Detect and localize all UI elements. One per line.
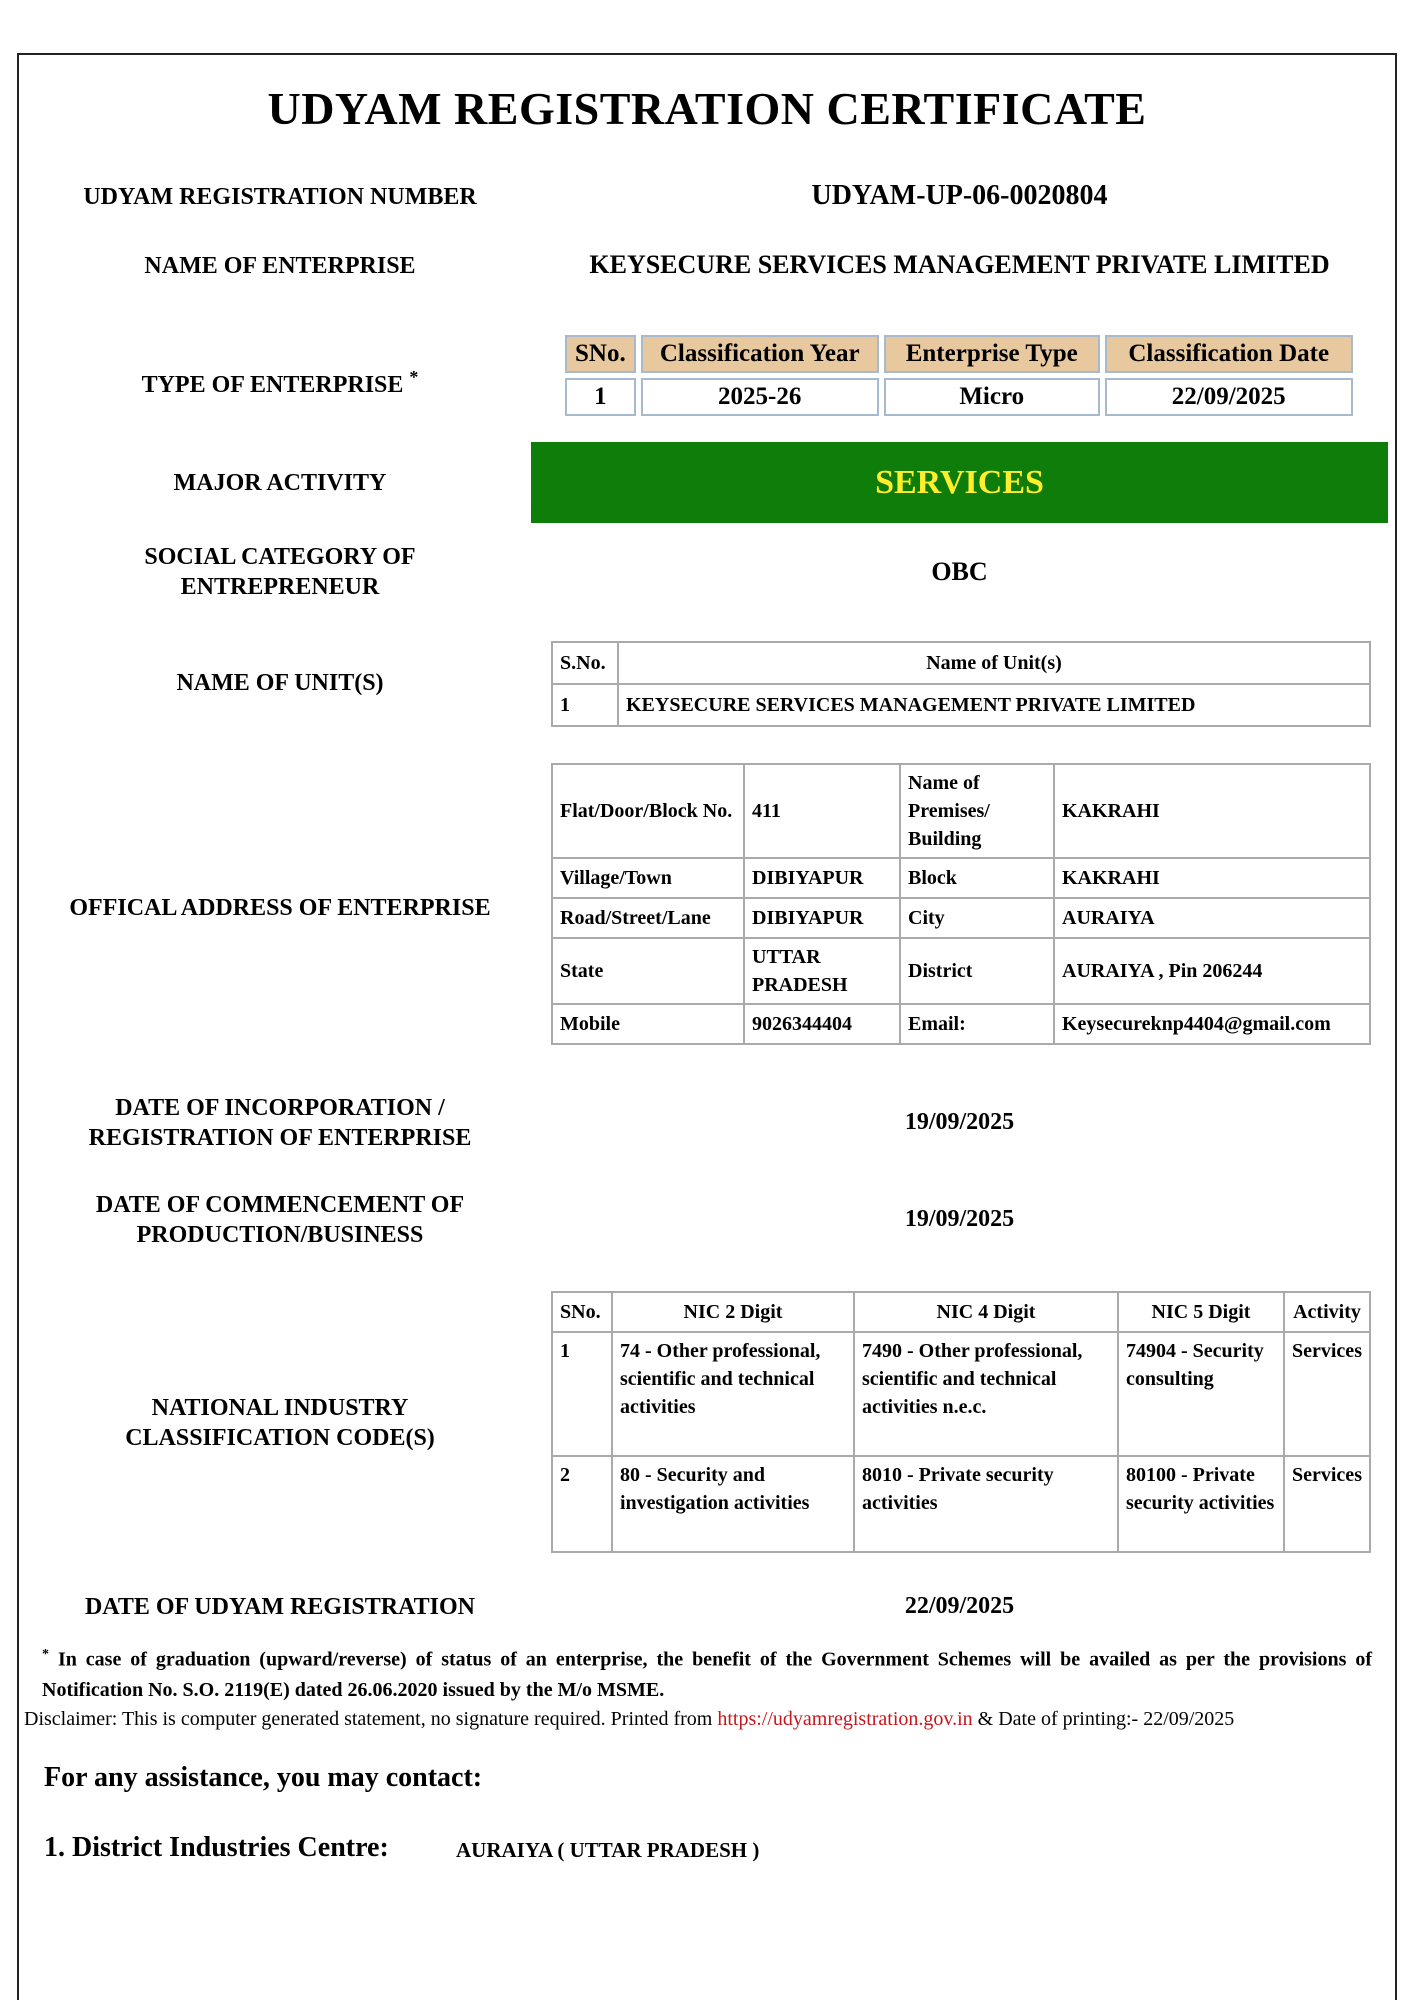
units-row (552, 684, 1370, 726)
nic-cell-4digit: 7490 - Other professional, scientific and technical activities n.e.c. (854, 1332, 1118, 1456)
nic-cell-sno: 1 (552, 1332, 612, 1456)
cell-sno: 1 (565, 378, 636, 416)
city-label: City (900, 898, 1054, 938)
village-label: Village/Town (552, 858, 744, 898)
udyam-portal-link[interactable]: https://udyamregistration.gov.in (717, 1708, 973, 1730)
classification-header-row (565, 335, 1353, 373)
dic-label: 1. District Industries Centre: (44, 1832, 389, 1863)
village-value: DIBIYAPUR (744, 858, 900, 898)
nic-col-4digit: NIC 4 Digit (854, 1292, 1118, 1332)
commencement-label-line1: DATE OF COMMENCEMENT OF (95, 1192, 465, 1218)
nic-col-activity: Activity (1284, 1292, 1370, 1332)
state-label: State (552, 938, 744, 1004)
units-label: NAME OF UNIT(S) (176, 670, 384, 696)
social-category-label-line1: SOCIAL CATEGORY OF (144, 544, 416, 570)
district-label: District (900, 938, 1054, 1004)
classification-row (565, 378, 1353, 416)
reg-number-value: UDYAM-UP-06-0020804 (811, 180, 1108, 211)
nic-header-row (552, 1292, 1370, 1332)
nic-cell-2digit: 80 - Security and investigation activities (612, 1456, 854, 1552)
mobile-label: Mobile (552, 1004, 744, 1044)
block-label: Block (900, 858, 1054, 898)
units-header-row (552, 642, 1370, 684)
premises-label: Name of Premises/ Building (900, 764, 1054, 858)
units-cell-name: KEYSECURE SERVICES MANAGEMENT PRIVATE LIMITED (618, 684, 1370, 726)
email-value: Keysecureknp4404@gmail.com (1054, 1004, 1370, 1044)
nic-cell-4digit: 8010 - Private security activities (854, 1456, 1118, 1552)
reg-number-label: UDYAM REGISTRATION NUMBER (83, 184, 477, 210)
col-enterprise-type: Enterprise Type (884, 335, 1100, 373)
nic-cell-sno: 2 (552, 1456, 612, 1552)
enterprise-name-value: KEYSECURE SERVICES MANAGEMENT PRIVATE LIMITED (589, 250, 1330, 279)
nic-col-5digit: NIC 5 Digit (1118, 1292, 1284, 1332)
nic-cell-5digit: 80100 - Private security activities (1118, 1456, 1284, 1552)
state-value: UTTAR PRADESH (744, 938, 900, 1004)
commencement-label (40, 1190, 520, 1250)
nic-col-sno: SNo. (552, 1292, 612, 1332)
certificate-title: UDYAM REGISTRATION CERTIFICATE (267, 83, 1147, 134)
assistance-heading: For any assistance, you may contact: (44, 1762, 483, 1793)
footnote-mark: * (42, 1647, 49, 1662)
major-activity-band (531, 442, 1388, 523)
incorporation-label (40, 1093, 520, 1153)
disclaimer-suffix: & Date of printing:- 22/09/2025 (972, 1708, 1235, 1730)
road-value: DIBIYAPUR (744, 898, 900, 938)
nic-label-line1: NATIONAL INDUSTRY (151, 1395, 409, 1421)
units-col-sno: S.No. (552, 642, 618, 684)
nic-cell-activity: Services (1284, 1332, 1370, 1456)
nic-row (552, 1332, 1370, 1456)
major-activity-value: SERVICES (875, 463, 1044, 501)
nic-cell-5digit: 74904 - Security consulting (1118, 1332, 1284, 1456)
type-label (60, 362, 500, 400)
mobile-value: 9026344404 (744, 1004, 900, 1044)
units-col-name: Name of Unit(s) (618, 642, 1370, 684)
classification-table (560, 330, 1358, 421)
incorporation-label-line1: DATE OF INCORPORATION / (115, 1095, 445, 1121)
col-sno: SNo. (565, 335, 636, 373)
footnote (42, 1640, 1372, 1705)
nic-label (40, 1393, 520, 1453)
city-value: AURAIYA (1054, 898, 1370, 938)
col-classification-year: Classification Year (641, 335, 879, 373)
type-label-text: TYPE OF ENTERPRISE (141, 372, 404, 398)
units-table (551, 641, 1371, 727)
nic-label-line2: CLASSIFICATION CODE(S) (125, 1425, 435, 1451)
commencement-date: 19/09/2025 (904, 1206, 1015, 1232)
udyam-date-label: DATE OF UDYAM REGISTRATION (84, 1594, 476, 1620)
cell-enterprise-type: Micro (884, 378, 1100, 416)
col-classification-date: Classification Date (1105, 335, 1353, 373)
address-row-2 (552, 858, 1370, 898)
address-label: OFFICAL ADDRESS OF ENTERPRISE (69, 895, 491, 921)
email-label: Email: (900, 1004, 1054, 1044)
commencement-label-line2: PRODUCTION/BUSINESS (136, 1222, 424, 1248)
premises-value: KAKRAHI (1054, 764, 1370, 858)
cell-classification-date: 22/09/2025 (1105, 378, 1353, 416)
disclaimer (24, 1708, 1404, 1731)
nic-col-2digit: NIC 2 Digit (612, 1292, 854, 1332)
social-category-label (60, 542, 500, 602)
enterprise-name-label: NAME OF ENTERPRISE (144, 253, 416, 279)
district-value: AURAIYA , Pin 206244 (1054, 938, 1370, 1004)
nic-cell-2digit: 74 - Other professional, scientific and technical activities (612, 1332, 854, 1456)
flat-label: Flat/Door/Block No. (552, 764, 744, 858)
disclaimer-prefix: Disclaimer: This is computer generated statement, no signature required. Printed from (24, 1708, 718, 1730)
address-row-3 (552, 898, 1370, 938)
footnote-text: In case of graduation (upward/reverse) of status of an enterprise, the benefit of the Government Schemes will be availed as per the provisions of Notification No. S.O. 2119(E) dated 26.06.2020 issued by the M/o MSME. (42, 1648, 1372, 1701)
incorporation-label-line2: REGISTRATION OF ENTERPRISE (88, 1125, 472, 1151)
address-table (551, 763, 1371, 1045)
nic-cell-activity: Services (1284, 1456, 1370, 1552)
social-category-value: OBC (931, 557, 988, 586)
social-category-label-line2: ENTREPRENEUR (180, 574, 380, 600)
block-value: KAKRAHI (1054, 858, 1370, 898)
flat-value: 411 (744, 764, 900, 858)
asterisk-mark: * (409, 367, 419, 387)
units-cell-sno: 1 (552, 684, 618, 726)
major-activity-label: MAJOR ACTIVITY (173, 470, 387, 496)
cell-classification-year: 2025-26 (641, 378, 879, 416)
incorporation-date: 19/09/2025 (904, 1109, 1015, 1135)
nic-row (552, 1456, 1370, 1552)
dic-value: AURAIYA ( UTTAR PRADESH ) (456, 1838, 760, 1862)
address-row-5 (552, 1004, 1370, 1044)
nic-table (551, 1291, 1371, 1553)
address-row-4 (552, 938, 1370, 1004)
udyam-date-value: 22/09/2025 (904, 1593, 1015, 1619)
address-row-1 (552, 764, 1370, 858)
road-label: Road/Street/Lane (552, 898, 744, 938)
